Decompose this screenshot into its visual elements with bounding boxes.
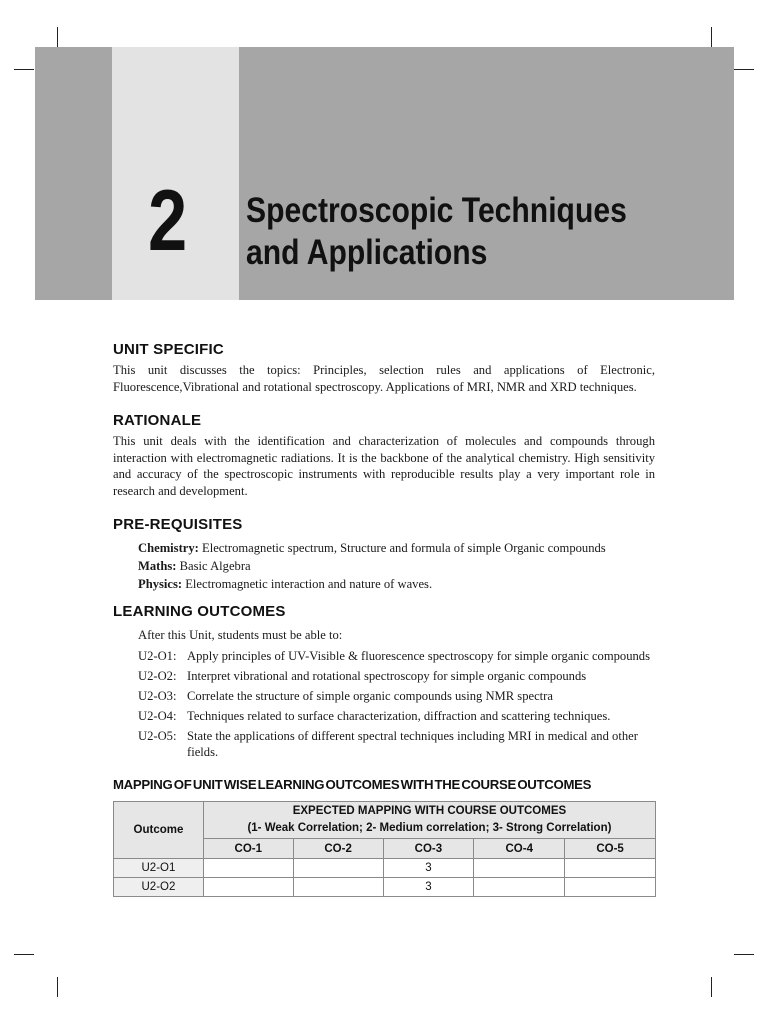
prerequisite-item bbox=[138, 539, 655, 557]
chapter-title-line: Spectroscopic Techniques bbox=[246, 191, 627, 230]
section-text: This unit deals with the identification and characterization of molecules and compounds through interaction with electromagnetic radiations. It is the backbone of the analytical chemistry. High sensitivity and accuracy of the spectroscopic instruments with reproducible results play a very important role in research and development. bbox=[113, 434, 655, 498]
outcome-code: U2-O5: bbox=[138, 729, 177, 743]
column-header: CO-4 bbox=[474, 839, 565, 859]
mapping-cell bbox=[293, 878, 383, 897]
mapping-table bbox=[113, 801, 656, 897]
outcome-header: Outcome bbox=[114, 802, 204, 859]
crop-mark bbox=[734, 954, 754, 955]
mapping-heading: MAPPING OF UNIT WISE LEARNING OUTCOMES WITH THE COURSE OUTCOMES bbox=[113, 777, 592, 792]
prerequisite-label: Physics: bbox=[138, 577, 183, 591]
learning-outcomes-intro: After this Unit, students must be able to: bbox=[138, 628, 343, 642]
outcome-code: U2-O1: bbox=[138, 649, 177, 663]
table-row bbox=[114, 859, 656, 878]
learning-outcome-item bbox=[138, 668, 655, 684]
mapping-cell bbox=[474, 878, 565, 897]
mapping-cell: 3 bbox=[383, 859, 474, 878]
mapping-cell bbox=[474, 859, 565, 878]
learning-outcome-item bbox=[138, 728, 655, 760]
chapter-title-line: and Applications bbox=[246, 233, 488, 272]
learning-outcome-item bbox=[138, 648, 655, 664]
outcome-code: U2-O2: bbox=[138, 669, 177, 683]
column-header: CO-5 bbox=[565, 839, 656, 859]
column-header: CO-3 bbox=[383, 839, 474, 859]
learning-outcome-item bbox=[138, 688, 655, 704]
prerequisite-label: Maths: bbox=[138, 559, 177, 573]
crop-mark bbox=[711, 27, 712, 47]
prerequisite-text: Electromagnetic interaction and nature of waves. bbox=[182, 577, 433, 591]
prerequisite-text: Electromagnetic spectrum, Structure and formula of simple Organic compounds bbox=[198, 541, 606, 555]
outcome-text: Apply principles of UV-Visible & fluorescence spectroscopy for simple organic compounds bbox=[187, 649, 651, 663]
crop-mark bbox=[57, 27, 58, 47]
expected-mapping-title: EXPECTED MAPPING WITH COURSE OUTCOMES bbox=[292, 805, 567, 817]
prerequisite-item bbox=[138, 557, 655, 575]
crop-mark bbox=[711, 977, 712, 997]
outcome-text: State the applications of different spectral techniques including MRI in medical and other fields. bbox=[187, 729, 638, 759]
chapter-title bbox=[246, 190, 627, 274]
crop-mark bbox=[57, 977, 58, 997]
mapping-cell: 3 bbox=[383, 878, 474, 897]
table-row bbox=[114, 878, 656, 897]
crop-mark bbox=[14, 954, 34, 955]
mapping-cell bbox=[203, 878, 293, 897]
column-header: CO-2 bbox=[293, 839, 383, 859]
crop-mark bbox=[14, 69, 34, 70]
table-header-row bbox=[114, 802, 656, 839]
prerequisite-label: Chemistry: bbox=[138, 541, 199, 555]
outcome-cell: U2-O1 bbox=[114, 859, 204, 878]
correlation-legend: (1- Weak Correlation; 2- Medium correlation; 3- Strong Correlation) bbox=[247, 822, 612, 834]
outcome-text: Interpret vibrational and rotational spectroscopy for simple organic compounds bbox=[187, 669, 587, 683]
outcome-code: U2-O3: bbox=[138, 689, 177, 703]
section-heading: PRE-REQUISITES bbox=[113, 516, 243, 533]
mapping-cell bbox=[293, 859, 383, 878]
section-text: This unit discusses the topics: Principles, selection rules and applications of Electronic, Fluorescence,Vibrational and rotational spectroscopy. Applications of MRI, NMR and XRD techniques. bbox=[113, 363, 655, 394]
outcome-text: Techniques related to surface characterization, diffraction and scattering techniques. bbox=[187, 709, 611, 723]
prerequisites-section bbox=[113, 516, 655, 593]
mapping-cell bbox=[203, 859, 293, 878]
prerequisite-list bbox=[138, 539, 655, 593]
mapping-cell bbox=[565, 878, 656, 897]
rationale-section bbox=[113, 412, 655, 499]
section-heading: RATIONALE bbox=[113, 412, 202, 429]
outcome-code: U2-O4: bbox=[138, 709, 177, 723]
column-header: CO-1 bbox=[203, 839, 293, 859]
section-heading: LEARNING OUTCOMES bbox=[113, 603, 286, 620]
mapping-cell bbox=[565, 859, 656, 878]
chapter-number: 2 bbox=[148, 173, 188, 269]
outcome-cell: U2-O2 bbox=[114, 878, 204, 897]
prerequisite-text: Basic Algebra bbox=[176, 559, 251, 573]
learning-outcome-item bbox=[138, 708, 655, 724]
prerequisite-item bbox=[138, 575, 655, 593]
crop-mark bbox=[734, 69, 754, 70]
expected-mapping-header bbox=[203, 802, 655, 839]
section-heading: UNIT SPECIFIC bbox=[113, 341, 224, 358]
learning-outcomes-section bbox=[113, 603, 655, 760]
outcome-text: Correlate the structure of simple organic compounds using NMR spectra bbox=[187, 689, 553, 703]
unit-specific-section bbox=[113, 341, 655, 395]
